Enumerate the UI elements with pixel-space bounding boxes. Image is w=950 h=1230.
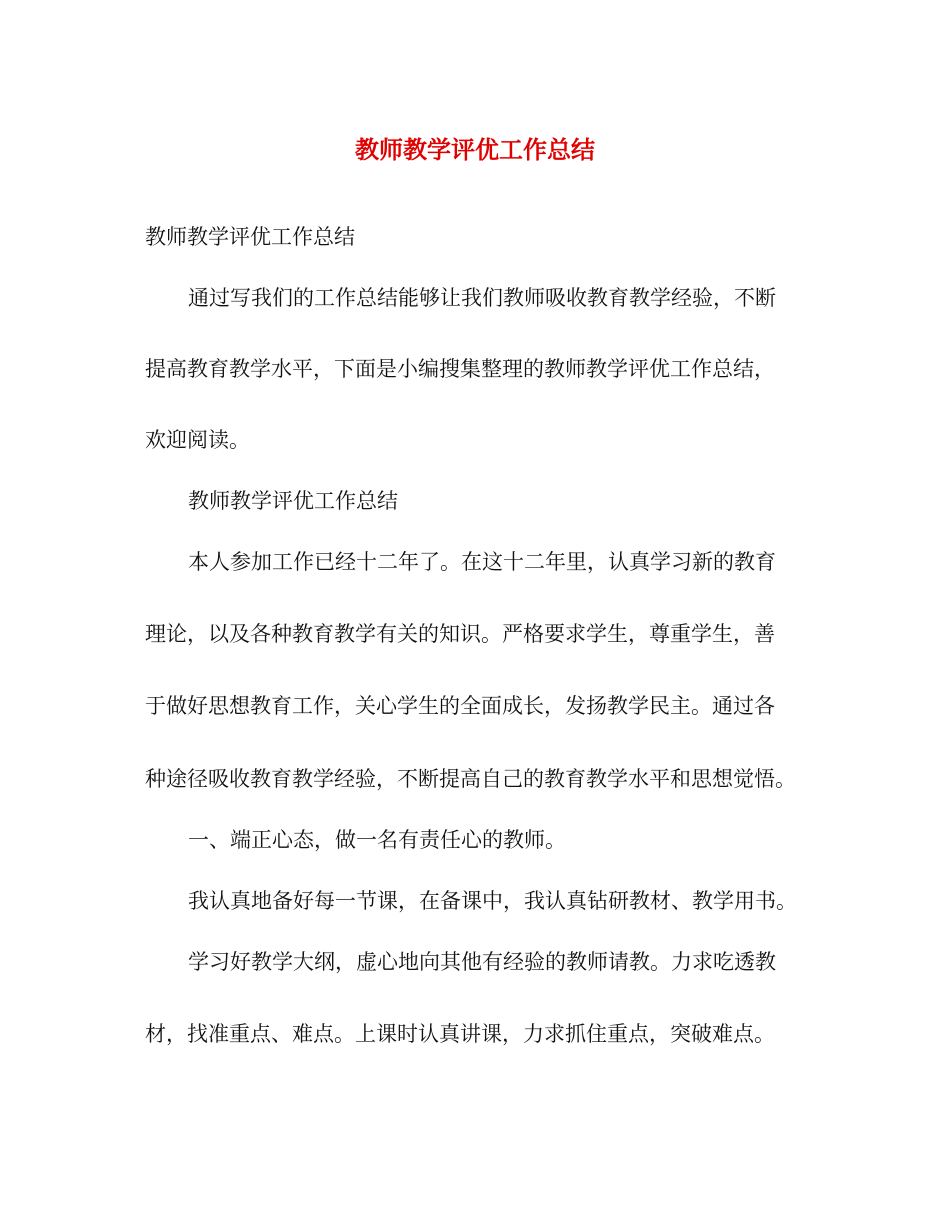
section-heading: 一、端正心态，做一名有责任心的教师。 [188,828,566,852]
document-title: 教师教学评优工作总结 [355,135,595,164]
paragraph-line: 理论，以及各种教育教学有关的知识。严格要求学生，尊重学生，善 [145,622,775,646]
paragraph-line: 本人参加工作已经十二年了。在这十二年里，认真学习新的教育 [188,550,776,574]
paragraph-line: 我认真地备好每一节课，在备课中，我认真钻研教材、教学用书。 [188,889,797,913]
subtitle-line: 教师教学评优工作总结 [145,225,355,249]
paragraph-line: 通过写我们的工作总结能够让我们教师吸收教育教学经验，不断 [188,286,776,310]
paragraph-line: 提高教育教学水平，下面是小编搜集整理的教师教学评优工作总结， [145,357,775,381]
paragraph-line: 材，找准重点、难点。上课时认真讲课，力求抓住重点，突破难点。 [145,1022,775,1046]
paragraph-line: 欢迎阅读。 [145,428,250,452]
paragraph-line: 种途径吸收教育教学经验，不断提高自己的教育教学水平和思想觉悟。 [145,767,796,791]
section-heading: 教师教学评优工作总结 [188,489,398,513]
paragraph-line: 于做好思想教育工作，关心学生的全面成长，发扬教学民主。通过各 [145,694,775,718]
paragraph-line: 学习好教学大纲，虚心地向其他有经验的教师请教。力求吃透教 [188,950,776,974]
